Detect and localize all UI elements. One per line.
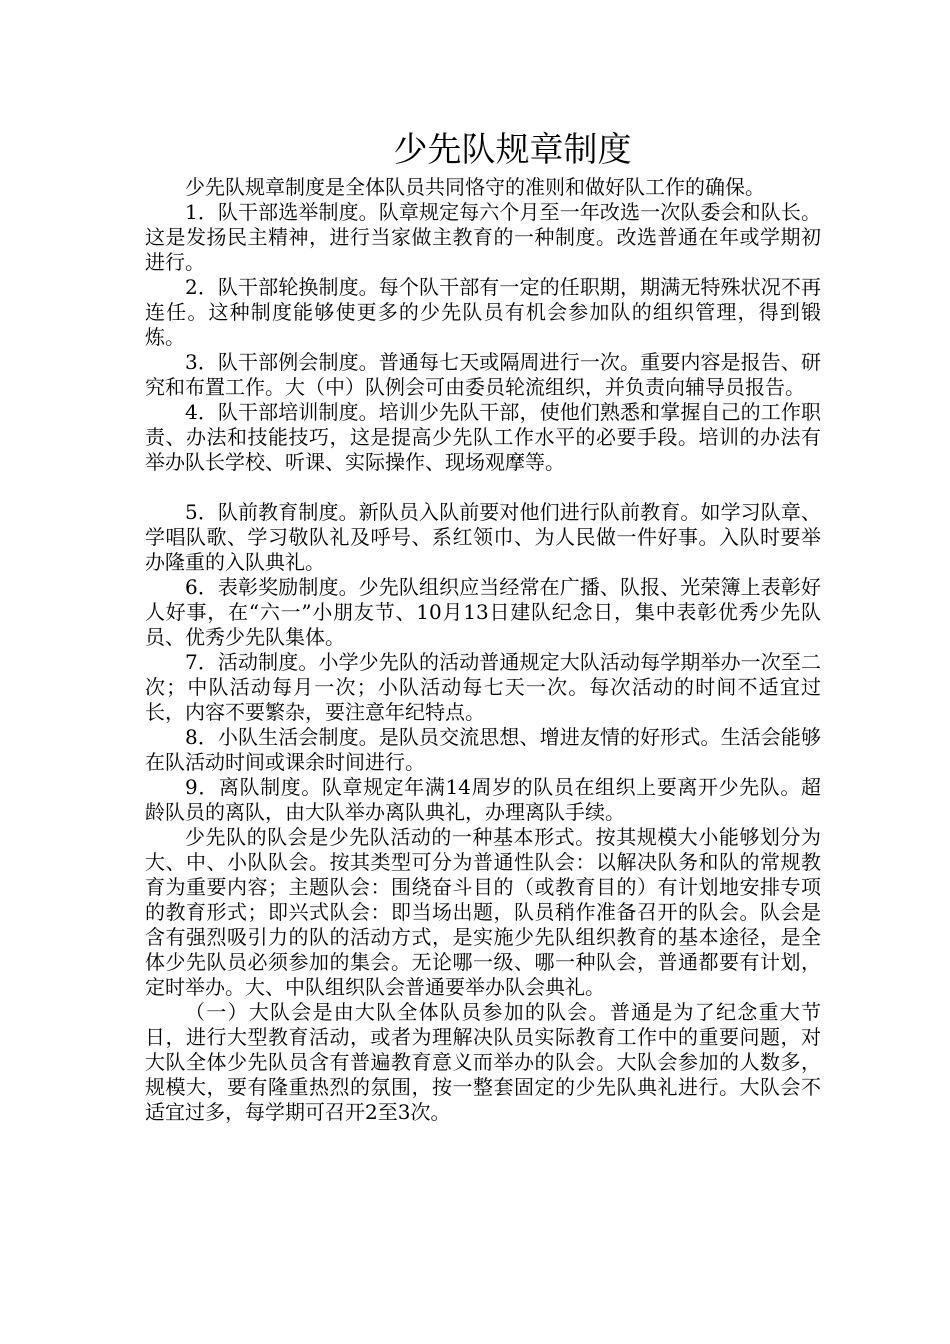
rule-paragraph-awards: 6．表彰奖励制度。少先队组织应当经常在广播、队报、光荣簿上表彰好人好事，在“六一”小朋友节、10月13日建队纪念日，集中表彰优秀少先队员、优秀少先队集体。 (145, 575, 821, 649)
rule-paragraph-squad-life: 8．小队生活会制度。是队员交流思想、增进友情的好形式。生活会能够在队活动时间或课余时间进行。 (145, 725, 821, 774)
rule-paragraph-training: 4．队干部培训制度。培训少先队干部，使他们熟悉和掌握自己的工作职责、办法和技能技巧，这是提高少先队工作水平的必要手段。培训的办法有举办队长学校、听课、实际操作、现场观摩等。 (145, 400, 821, 474)
intro-paragraph: 少先队规章制度是全体队员共同恪守的准则和做好队工作的确保。 (185, 175, 765, 199)
rule-paragraph-pre-join: 5．队前教育制度。新队员入队前要对他们进行队前教育。如学习队章、学唱队歌、学习敬队礼及呼号、系红领巾、为人民做一件好事。入队时要举办隆重的入队典礼。 (145, 500, 821, 574)
rule-paragraph-rotation: 2．队干部轮换制度。每个队干部有一定的任职期，期满无特殊状况不再连任。这种制度能够使更多的少先队员有机会参加队的组织管理，得到锻炼。 (145, 275, 821, 349)
document-body (145, 175, 821, 1125)
rule-paragraph-leaving: 9．离队制度。队章规定年满14周岁的队员在组织上要离开少先队。超龄队员的离队，由大队举办离队典礼，办理离队手续。 (145, 775, 821, 824)
rule-paragraph-activity: 7．活动制度。小学少先队的活动普通规定大队活动每学期举办一次至二次；中队活动每月一次；小队活动每七天一次。每次活动的时间不适宜过长，内容不要繁杂，要注意年纪特点。 (145, 650, 821, 724)
document-title: 少先队规章制度 (393, 130, 632, 170)
rule-paragraph-meeting: 3．队干部例会制度。普通每七天或隔周进行一次。重要内容是报告、研究和布置工作。大（中）队例会可由委员轮流组织，并负责向辅导员报告。 (145, 350, 821, 399)
team-meeting-paragraph: 少先队的队会是少先队活动的一种基本形式。按其规模大小能够划分为大、中、小队队会。按其类型可分为普通性队会：以解决队务和队的常规教育为重要内容；主题队会：围绕奋斗目的（或教育目的）有计划地安排专项的教育形式；即兴式队会：即当场出题，队员稍作准备召开的队会。队会是含有强烈吸引力的队的活动方式，是实施少先队组织教育的基本途径，是全体少先队员必须参加的集会。无论哪一级、哪一种队会，普通都要有计划，定时举办。大、中队组织队会普通要举办队会典礼。 (145, 825, 821, 999)
rule-paragraph-election: 1．队干部选举制度。队章规定每六个月至一年改选一次队委会和队长。这是发扬民主精神，进行当家做主教育的一种制度。改选普通在年或学期初进行。 (145, 200, 821, 274)
brigade-meeting-paragraph: （一）大队会是由大队全体队员参加的队会。普通是为了纪念重大节日，进行大型教育活动，或者为理解决队员实际教育工作中的重要问题，对大队全体少先队员含有普遍教育意义而举办的队会。大队会参加的人数多，规模大，要有隆重热烈的氛围，按一整套固定的少先队典礼进行。大队会不适宜过多，每学期可召开2至3次。 (145, 1000, 821, 1124)
